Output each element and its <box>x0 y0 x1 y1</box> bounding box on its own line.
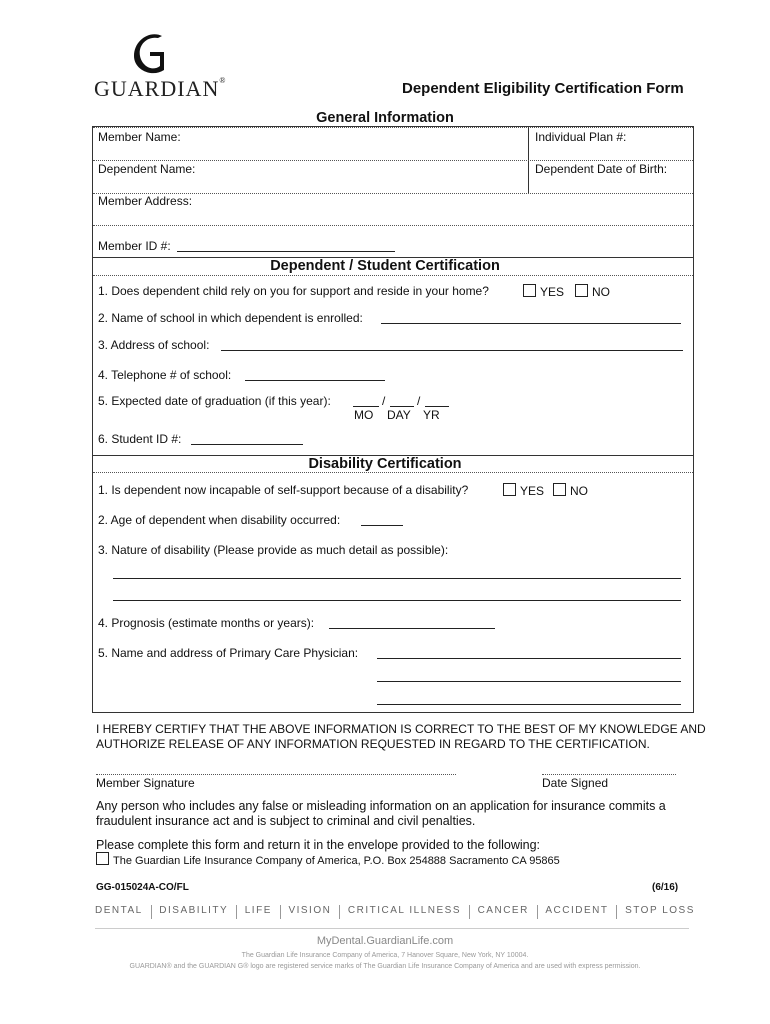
physician-input-3[interactable] <box>377 704 681 705</box>
day-label: DAY <box>387 408 411 422</box>
disability-cert-heading: Disability Certification <box>308 456 462 472</box>
nav-accident[interactable]: ACCIDENT <box>545 905 609 916</box>
general-info-heading: General Information <box>316 110 454 126</box>
nav-vision[interactable]: VISION <box>288 905 332 916</box>
nav-cancer[interactable]: CANCER <box>477 905 529 916</box>
physician-input-1[interactable] <box>377 658 681 659</box>
date-signed-line[interactable] <box>542 774 676 775</box>
dependent-dob-field[interactable]: Dependent Date of Birth: <box>535 162 668 176</box>
date-signed-label: Date Signed <box>542 776 609 790</box>
grad-day-input[interactable] <box>390 406 414 407</box>
form-revision: (6/16) <box>652 882 679 893</box>
nav-stop-loss[interactable]: STOP LOSS <box>625 905 695 916</box>
grad-year-input[interactable] <box>425 406 449 407</box>
nav-critical-illness[interactable]: CRITICAL ILLNESS <box>347 905 462 916</box>
footer-company-line: The Guardian Life Insurance Company of America, 7 Hanover Square, New York, NY 10004. <box>241 952 529 959</box>
disability-q4-label: 4. Prognosis (estimate months or years): <box>98 616 315 630</box>
student-cert-heading: Dependent / Student Certification <box>270 258 500 274</box>
footer-trademark-line: GUARDIAN® and the GUARDIAN G® logo are registered service marks of The Guardian Life Insurance Company of America and are used with express permission. <box>129 963 641 970</box>
return-address: The Guardian Life Insurance Company of America, P.O. Box 254888 Sacramento CA 95865 <box>96 852 560 867</box>
member-id-label: Member ID #: <box>98 239 171 253</box>
dependent-name-field[interactable]: Dependent Name: <box>98 162 196 176</box>
guardian-g-logo-icon <box>130 32 174 76</box>
student-q1-yes[interactable]: YES <box>523 284 564 299</box>
disability-age-input[interactable] <box>361 525 403 526</box>
individual-plan-field[interactable]: Individual Plan #: <box>535 130 627 144</box>
student-cert-box <box>92 256 694 456</box>
footer-website[interactable]: MyDental.GuardianLife.com <box>316 935 454 947</box>
disability-nature-input-2[interactable] <box>113 600 681 601</box>
checkbox-icon[interactable] <box>503 483 516 496</box>
student-q1-no[interactable]: NO <box>575 284 610 299</box>
grad-month-input[interactable] <box>353 406 379 407</box>
school-address-input[interactable] <box>221 350 683 351</box>
member-id-input[interactable] <box>177 251 395 252</box>
nav-dental[interactable]: DENTAL <box>95 905 143 916</box>
disability-cert-box <box>92 455 694 713</box>
checkbox-icon[interactable] <box>575 284 588 297</box>
footer-divider <box>95 928 689 929</box>
student-q5-label: 5. Expected date of graduation (if this year): <box>98 394 331 408</box>
date-separator: / <box>382 394 386 408</box>
form-title: Dependent Eligibility Certification Form <box>402 80 684 97</box>
student-id-input[interactable] <box>191 444 303 445</box>
school-phone-input[interactable] <box>245 380 385 381</box>
logo-wordmark: GUARDIAN® <box>94 76 227 101</box>
disability-q1-label: 1. Is dependent now incapable of self-support because of a disability? <box>98 483 469 497</box>
yr-label: YR <box>423 408 440 422</box>
prognosis-input[interactable] <box>329 628 495 629</box>
warning-line-1: Any person who includes any false or misleading information on an application for insurance commits a <box>96 799 666 813</box>
disability-nature-input-1[interactable] <box>113 578 681 579</box>
student-q3-label: 3. Address of school: <box>98 338 210 352</box>
school-name-input[interactable] <box>381 323 681 324</box>
nav-disability[interactable]: DISABILITY <box>159 905 229 916</box>
mo-label: MO <box>354 408 374 422</box>
date-separator: / <box>417 394 421 408</box>
nav-life[interactable]: LIFE <box>244 905 272 916</box>
disability-q1-yes[interactable]: YES <box>503 483 544 498</box>
general-info-box <box>92 126 694 258</box>
disability-q2-label: 2. Age of dependent when disability occurred: <box>98 513 341 527</box>
certify-line-2: AUTHORIZE RELEASE OF ANY INFORMATION REQUESTED IN REGARD TO THE CERTIFICATION. <box>96 737 650 751</box>
form-code: GG-015024A-CO/FL <box>96 882 189 893</box>
member-signature-line[interactable] <box>96 774 456 775</box>
checkbox-icon[interactable] <box>96 852 109 865</box>
student-q1-label: 1. Does dependent child rely on you for support and reside in your home? <box>98 284 489 298</box>
student-q6-label: 6. Student ID #: <box>98 432 182 446</box>
warning-line-2: fraudulent insurance act and is subject to criminal and civil penalties. <box>96 814 476 828</box>
return-instructions: Please complete this form and return it in the envelope provided to the following: <box>96 838 541 852</box>
certify-line-1: I HEREBY CERTIFY THAT THE ABOVE INFORMATION IS CORRECT TO THE BEST OF MY KNOWLEDGE AND <box>96 722 706 736</box>
disability-q3-label: 3. Nature of disability (Please provide as much detail as possible): <box>98 543 449 557</box>
checkbox-icon[interactable] <box>523 284 536 297</box>
physician-input-2[interactable] <box>377 681 681 682</box>
disability-q1-no[interactable]: NO <box>553 483 588 498</box>
footer-product-nav <box>95 905 695 919</box>
disability-q5-label: 5. Name and address of Primary Care Physician: <box>98 646 359 660</box>
member-address-field[interactable]: Member Address: <box>98 194 193 208</box>
checkbox-icon[interactable] <box>553 483 566 496</box>
student-q2-label: 2. Name of school in which dependent is enrolled: <box>98 311 363 325</box>
student-q4-label: 4. Telephone # of school: <box>98 368 232 382</box>
member-signature-label: Member Signature <box>96 776 195 790</box>
member-name-field[interactable]: Member Name: <box>98 130 181 144</box>
